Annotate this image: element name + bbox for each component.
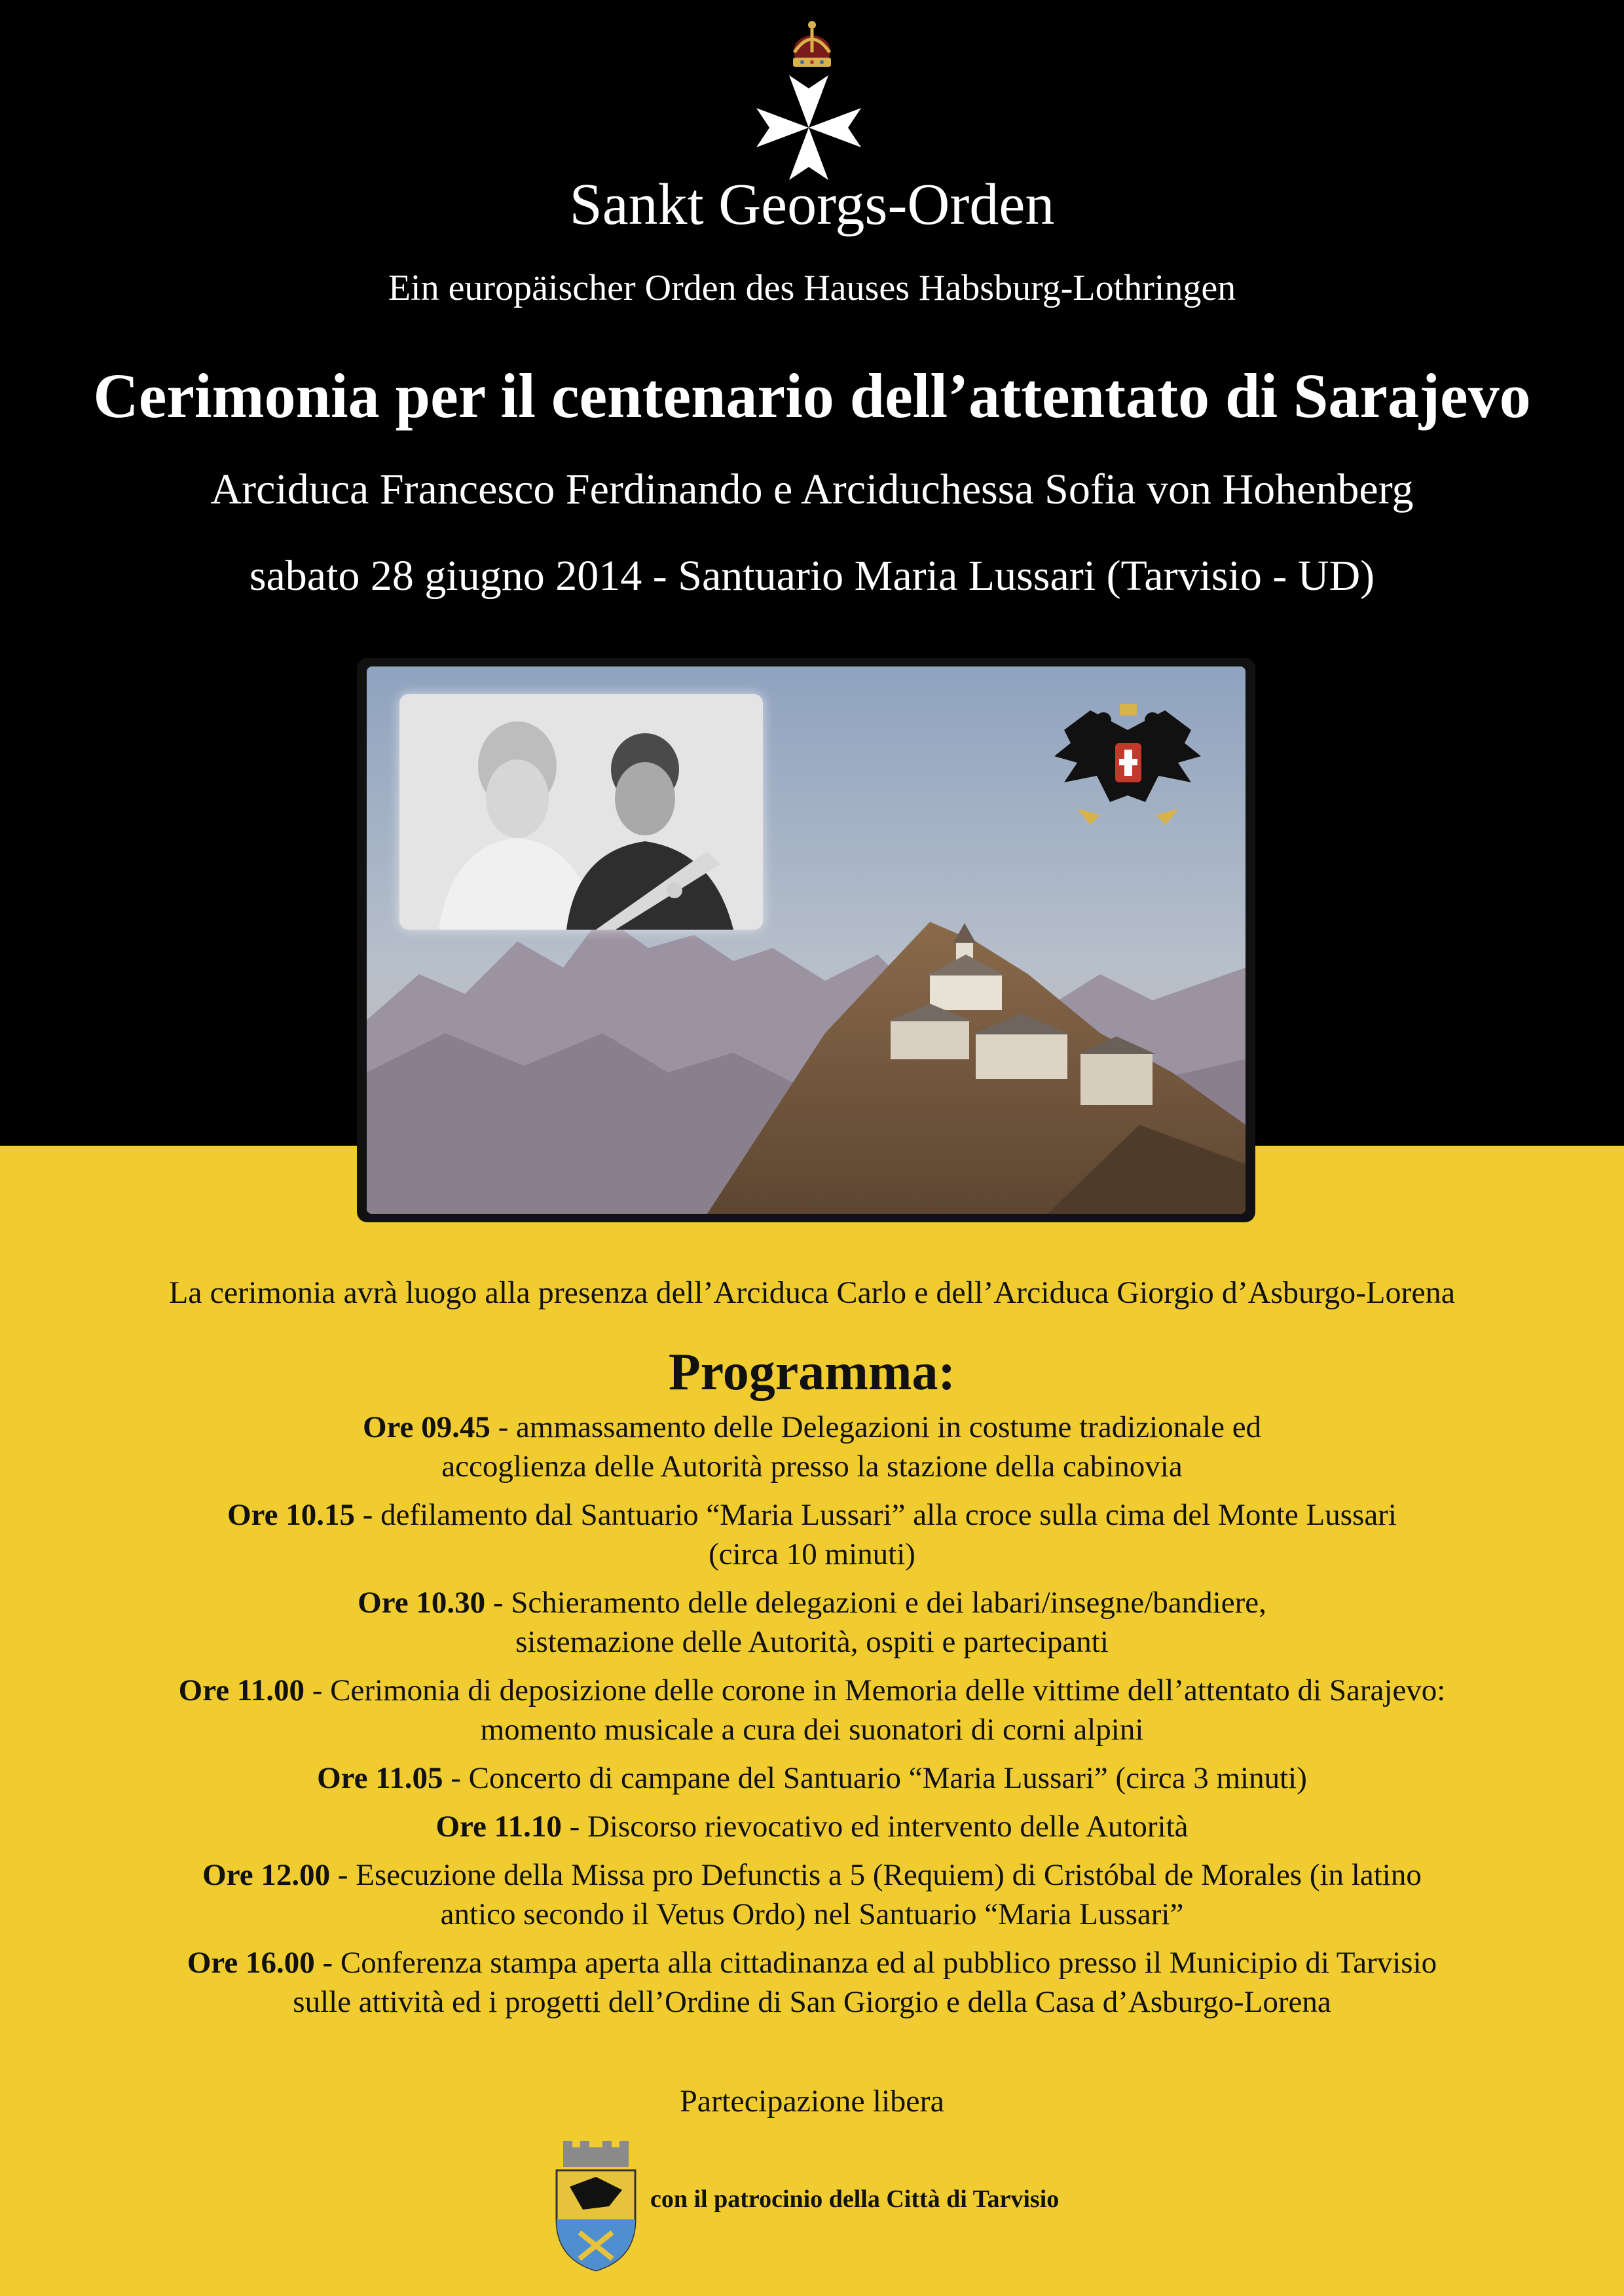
participation-note: Partecipazione libera [680, 2084, 944, 2119]
program-line [0, 1583, 1624, 1622]
program-text: sulle attività ed i progetti dell’Ordine di San Giorgio e della Casa d’Asburgo-Lorena [293, 1985, 1331, 2019]
maltese-cross-icon [753, 72, 864, 183]
program-time: Ore 10.30 [358, 1586, 486, 1620]
program-item [0, 1583, 1624, 1662]
program-line [0, 1671, 1624, 1710]
program-list [0, 1408, 1624, 2031]
program-text: - Discorso rievocativo ed intervento delle Autorità [569, 1810, 1189, 1844]
program-text: - Schieramento delle delegazioni e dei labari/insegne/bandiere, [492, 1586, 1266, 1620]
order-subtitle: Ein europäischer Orden des Hauses Habsburg-Lothringen [388, 268, 1236, 308]
program-text: - ammassamento delle Delegazioni in costume tradizionale ed [498, 1410, 1262, 1444]
double-headed-eagle-icon [1051, 704, 1205, 835]
patronage-note: con il patrocinio della Città di Tarvisio [650, 2185, 1060, 2213]
program-time: Ore 11.10 [435, 1810, 562, 1844]
program-item [0, 1807, 1624, 1846]
program-line [0, 1855, 1624, 1895]
program-time: Ore 11.00 [178, 1673, 304, 1707]
program-item [0, 1408, 1624, 1486]
program-time: Ore 12.00 [202, 1858, 331, 1892]
tarvisio-crest-icon [550, 2141, 642, 2272]
program-text: - Esecuzione della Missa pro Defunctis a 5 (Requiem) di Cristóbal de Morales (in latino [337, 1858, 1422, 1892]
date-place-line: sabato 28 giugno 2014 - Santuario Maria Lussari (Tarvisio - UD) [249, 552, 1375, 600]
program-title: Programma: [668, 1343, 956, 1401]
program-item [0, 1495, 1624, 1574]
program-text: accoglienza delle Autorità presso la stazione della cabinovia [441, 1449, 1183, 1484]
portrait-photo [399, 694, 763, 930]
program-time: Ore 10.15 [227, 1498, 356, 1532]
program-time: Ore 16.00 [187, 1946, 315, 1980]
program-item [0, 1758, 1624, 1798]
persons-line: Arciduca Francesco Ferdinando e Arciduchessa Sofia von Hohenberg [210, 465, 1414, 513]
program-time: Ore 11.05 [317, 1761, 443, 1795]
program-line [0, 1758, 1624, 1798]
program-text: sistemazione delle Autorità, ospiti e partecipanti [515, 1625, 1109, 1659]
crown-icon [789, 20, 835, 72]
program-line [0, 1408, 1624, 1447]
program-text: - Cerimonia di deposizione delle corone in Memoria delle vittime dell’attentato di Sarajevo: [312, 1673, 1446, 1707]
program-text: antico secondo il Vetus Ordo) nel Santuario “Maria Lussari” [440, 1897, 1184, 1931]
program-time: Ore 09.45 [362, 1410, 490, 1444]
program-item [0, 1943, 1624, 2022]
program-line [0, 1807, 1624, 1846]
program-item [0, 1671, 1624, 1749]
program-text: - defilamento dal Santuario “Maria Lussari” alla croce sulla cima del Monte Lussari [362, 1498, 1397, 1532]
presence-note: La cerimonia avrà luogo alla presenza dell’Arciduca Carlo e dell’Arciduca Giorgio d’Asburgo-Lorena [168, 1275, 1456, 1310]
program-line [0, 1495, 1624, 1535]
program-text: - Conferenza stampa aperta alla cittadinanza ed al pubblico presso il Municipio di Tarvisio [322, 1946, 1437, 1980]
order-name: Sankt Georgs-Orden [569, 172, 1055, 237]
program-text: momento musicale a cura dei suonatori di corni alpini [480, 1713, 1144, 1747]
program-line [0, 1943, 1624, 1982]
program-text: (circa 10 minuti) [709, 1537, 915, 1571]
program-text: - Concerto di campane del Santuario “Maria Lussari” (circa 3 minuti) [451, 1761, 1307, 1795]
page-title: Cerimonia per il centenario dell’attentato di Sarajevo [93, 361, 1531, 431]
program-item [0, 1855, 1624, 1934]
